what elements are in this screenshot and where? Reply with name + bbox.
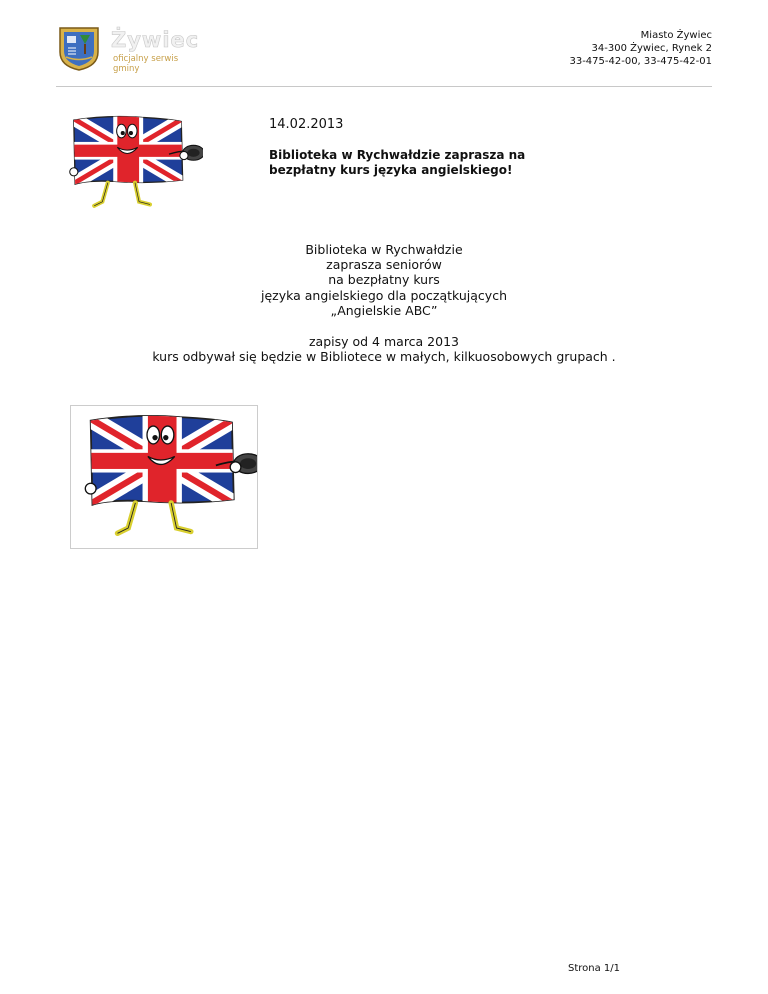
union-jack-cartoon-icon [60,112,210,214]
page-number: Strona 1/1 [568,963,621,974]
body-line: zaprasza seniorów [326,257,442,273]
page-header [0,0,768,90]
paragraph-gap [0,318,768,334]
logo-tagline: oficjalny serwis gminy [113,54,179,74]
article-body [0,242,768,364]
body-line: Biblioteka w Rychwałdzie [305,242,463,257]
article-image [70,405,258,549]
site-logo[interactable] [56,24,206,74]
contact-block [569,29,712,68]
body-line: na bezpłatny kurs [328,272,440,288]
city-coat-of-arms-icon [56,24,102,72]
body-line: języka angielskiego dla początkujących [261,287,507,303]
article-date: 14.02.2013 [269,117,344,132]
contact-city: Miasto Żywiec [640,30,712,41]
body-line: kurs odbywał się będzie w Bibliotece w małych, kilkuosobowych grupach . [152,349,616,365]
contact-address: 34-300 Żywiec, Rynek 2 [591,43,712,54]
body-line: zapisy od 4 marca 2013 [308,334,459,350]
union-jack-cartoon-icon [71,406,257,548]
header-divider [56,86,712,87]
contact-phones: 33-475-42-00, 33-475-42-01 [569,56,712,67]
logo-name: Żywiec [111,28,200,52]
article-title: Biblioteka w Rychwałdzie zaprasza na bezpłatny kurs języka angielskiego! [269,148,526,177]
body-line: „Angielskie ABC” [330,302,438,318]
